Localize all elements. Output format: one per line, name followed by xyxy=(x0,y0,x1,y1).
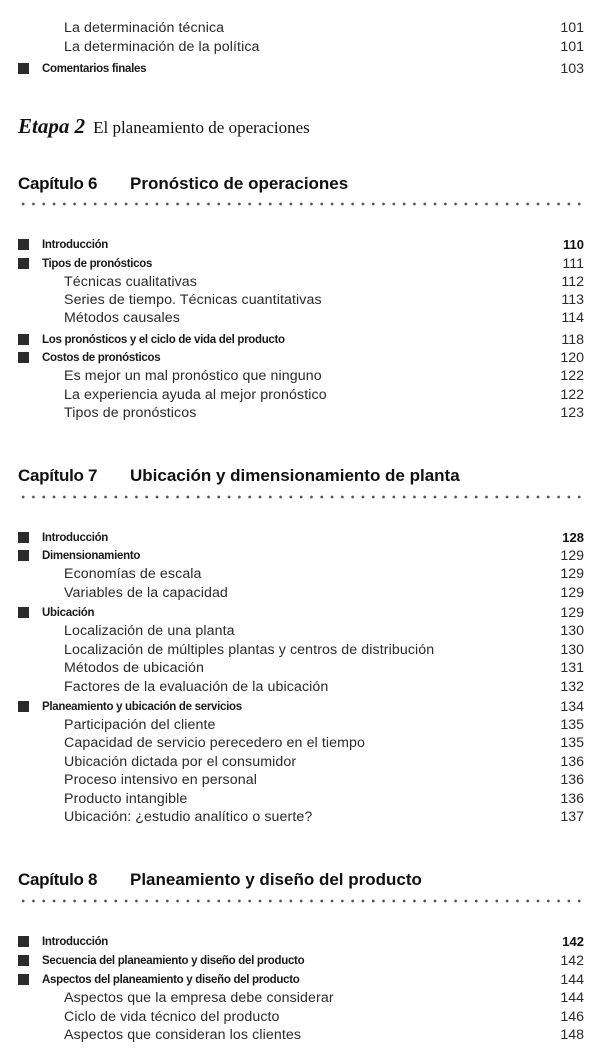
toc-entry xyxy=(18,18,584,37)
toc-entry xyxy=(18,272,584,291)
chapter-title: Ubicación y dimensionamiento de planta xyxy=(130,466,460,485)
toc-entry-text: Métodos de ubicación xyxy=(64,659,205,676)
chapter-heading xyxy=(18,172,584,196)
chapter-title: Planeamiento y diseño del producto xyxy=(130,870,422,889)
toc-entry-text: Ubicación dictada por el consumidor xyxy=(64,753,297,770)
toc-section-page: 134 xyxy=(560,698,584,715)
toc-entry xyxy=(18,621,584,640)
toc-section-text: Aspectos del planeamiento y diseño del producto xyxy=(42,973,300,986)
toc-entry-text: Series de tiempo. Técnicas cuantitativas xyxy=(64,291,322,308)
toc-entry xyxy=(18,715,584,734)
toc-section-text: Introducción xyxy=(42,935,109,948)
toc-section-page: 111 xyxy=(562,255,584,272)
toc-entry-text: Participación del cliente xyxy=(64,716,216,733)
toc-entry xyxy=(18,290,584,309)
toc-entry-page: 129 xyxy=(560,565,584,582)
toc-entry-text: La determinación técnica xyxy=(64,19,225,36)
toc-entry-page: 132 xyxy=(560,678,584,695)
toc-entry-text: Tipos de pronósticos xyxy=(64,404,197,421)
toc-entry xyxy=(18,366,584,385)
toc-section xyxy=(18,235,584,254)
toc-entry xyxy=(18,677,584,696)
toc-entry xyxy=(18,564,584,583)
toc-entry xyxy=(18,733,584,752)
toc-entry-text: Métodos causales xyxy=(64,309,180,326)
part-label: Etapa 2 xyxy=(18,114,86,138)
part-title: El planeamiento de operaciones xyxy=(93,118,310,137)
toc-section xyxy=(18,254,584,273)
toc-entry-page: 130 xyxy=(560,641,584,658)
toc-entry xyxy=(18,583,584,602)
chapter-label: Capítulo 6 xyxy=(18,174,98,193)
toc-section-page: 120 xyxy=(560,349,584,366)
toc-section-text: Introducción xyxy=(42,238,109,251)
chapter-heading xyxy=(18,868,584,892)
toc-section xyxy=(18,932,584,951)
dotted-divider xyxy=(18,494,586,500)
toc-entry-page: 136 xyxy=(560,753,584,770)
toc-entry-page: 146 xyxy=(560,1008,584,1025)
toc-entry-text: La determinación de la política xyxy=(64,38,260,55)
toc-entry xyxy=(18,752,584,771)
toc-entry xyxy=(18,988,584,1007)
chapter-title: Pronóstico de operaciones xyxy=(130,174,349,193)
toc-section-page: 144 xyxy=(560,971,584,988)
toc-entry-text: Factores de la evaluación de la ubicación xyxy=(64,678,329,695)
toc-section xyxy=(18,697,584,716)
toc-entry-text: Proceso intensivo en personal xyxy=(64,771,257,788)
toc-entry-page: 114 xyxy=(561,309,584,326)
toc-entry-page: 130 xyxy=(560,622,584,639)
toc-section-text: Dimensionamiento xyxy=(42,549,141,562)
toc-entry-page: 131 xyxy=(560,659,584,676)
toc-entry-page: 137 xyxy=(560,808,584,825)
toc-entry xyxy=(18,37,584,56)
toc-section-text: Secuencia del planeamiento y diseño del producto xyxy=(42,954,305,967)
toc-section xyxy=(18,951,584,970)
toc-entry-text: Ciclo de vida técnico del producto xyxy=(64,1008,280,1025)
toc-entry-page: 144 xyxy=(560,989,584,1006)
toc-section xyxy=(18,528,584,547)
toc-section-page: 129 xyxy=(560,547,584,564)
dotted-divider xyxy=(18,898,586,904)
toc-entry xyxy=(18,403,584,422)
chapter-label: Capítulo 8 xyxy=(18,870,98,889)
toc-entry-text: Localización de una planta xyxy=(64,622,235,639)
toc-section xyxy=(18,546,584,565)
toc-entry-text: Producto intangible xyxy=(64,790,188,807)
toc-section-text: Tipos de pronósticos xyxy=(42,257,153,270)
toc-section-page: 103 xyxy=(560,60,584,77)
toc-entry xyxy=(18,1007,584,1026)
toc-entry-text: Aspectos que la empresa debe considerar xyxy=(64,989,334,1006)
toc-entry-page: 122 xyxy=(560,367,584,384)
toc-entry-text: Economías de escala xyxy=(64,565,202,582)
toc-entry-page: 136 xyxy=(560,771,584,788)
toc-section-text: Comentarios finales xyxy=(42,62,147,75)
toc-section-page: 128 xyxy=(562,530,584,545)
toc-entry-page: 122 xyxy=(560,386,584,403)
toc-entry xyxy=(18,807,584,826)
toc-section-text: Introducción xyxy=(42,531,109,544)
toc-entry-text: Capacidad de servicio perecedero en el tiempo xyxy=(64,734,366,751)
toc-entry-text: Técnicas cualitativas xyxy=(64,273,197,290)
toc-entry-text: Es mejor un mal pronóstico que ninguno xyxy=(64,367,322,384)
toc-entry-text: Aspectos que consideran los clientes xyxy=(64,1026,302,1043)
toc-section xyxy=(18,348,584,367)
toc-entry-page: 113 xyxy=(561,291,584,308)
toc-entry-page: 135 xyxy=(560,716,584,733)
toc-entry-page: 123 xyxy=(560,404,584,421)
dotted-divider xyxy=(18,201,586,207)
toc-section-page: 118 xyxy=(561,331,584,348)
toc-section xyxy=(18,603,584,622)
toc-section xyxy=(18,330,584,349)
part-heading xyxy=(18,114,310,139)
toc-entry xyxy=(18,1025,584,1044)
toc-entry xyxy=(18,385,584,404)
toc-section-text: Los pronósticos y el ciclo de vida del producto xyxy=(42,333,285,346)
toc-entry xyxy=(18,658,584,677)
toc-entry-text: Localización de múltiples plantas y centros de distribución xyxy=(64,641,435,658)
toc-entry-page: 101 xyxy=(560,38,584,55)
toc-entry xyxy=(18,789,584,808)
toc-entry-page: 148 xyxy=(560,1026,584,1043)
toc-entry xyxy=(18,770,584,789)
toc-entry xyxy=(18,640,584,659)
toc-section-text: Costos de pronósticos xyxy=(42,351,161,364)
toc-section-page: 110 xyxy=(563,237,584,252)
toc-section-page: 129 xyxy=(560,604,584,621)
toc-section-page: 142 xyxy=(562,934,584,949)
toc-entry-text: La experiencia ayuda al mejor pronóstico xyxy=(64,386,327,403)
toc-entry-page: 129 xyxy=(560,584,584,601)
chapter-label: Capítulo 7 xyxy=(18,466,98,485)
toc-section-page: 142 xyxy=(560,952,584,969)
toc-section-text: Ubicación xyxy=(42,606,95,619)
toc-entry xyxy=(18,308,584,327)
toc-entry-page: 112 xyxy=(561,273,584,290)
toc-entry-page: 135 xyxy=(560,734,584,751)
toc-entry-page: 101 xyxy=(560,19,584,36)
toc-section xyxy=(18,970,584,989)
toc-section-text: Planeamiento y ubicación de servicios xyxy=(42,700,242,713)
chapter-heading xyxy=(18,464,584,488)
toc-entry-text: Ubicación: ¿estudio analítico o suerte? xyxy=(64,808,313,825)
toc-entry-page: 136 xyxy=(560,790,584,807)
toc-entry-text: Variables de la capacidad xyxy=(64,584,228,601)
toc-section xyxy=(18,59,584,78)
